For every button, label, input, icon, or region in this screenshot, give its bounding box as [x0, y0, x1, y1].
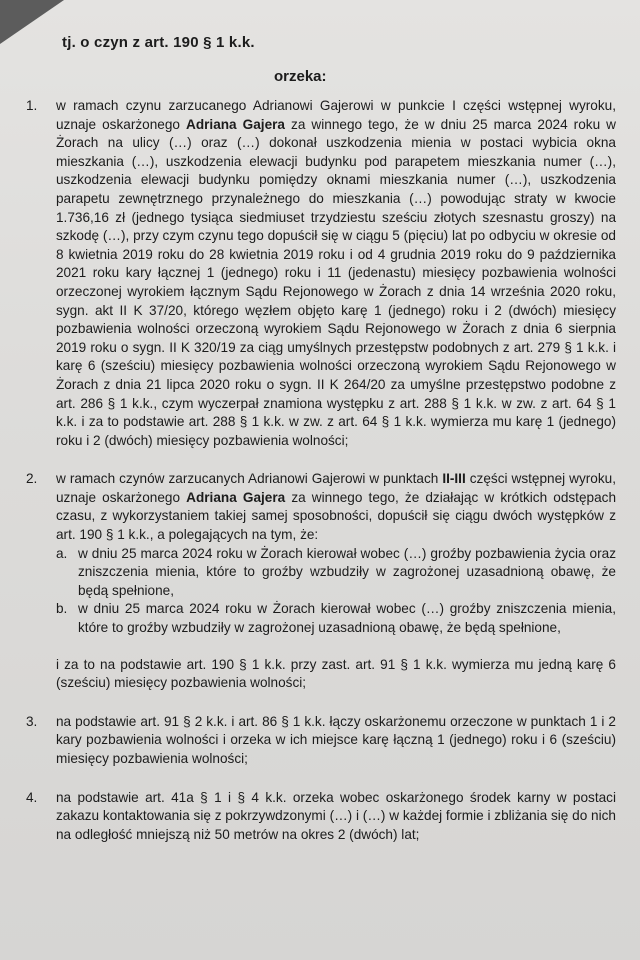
charge-heading: tj. o czyn z art. 190 § 1 k.k. — [62, 34, 255, 51]
sub-item-b: b. w dniu 25 marca 2024 roku w Żorach kierował wobec (…) groźby zniszczenia mienia, które to groźby wzbudziły w zagrożonej uzasadnioną obawę, że będą spełnione, — [56, 601, 616, 636]
item-text: w ramach czynów zarzucanych Adrianowi Gajerowi w punktach II-III części wstępnej wyroku, uznaje oskarżonego Adriana Gajera za winnego tego, że działając w krótkich odstępach czasu, z wykorzystaniem takiej samej sposobności, dopuścił się ciągu dwóch występków z art. 190 § 1 k.k., a polegających na tym, że: — [56, 471, 616, 543]
points-reference: II-III — [442, 471, 466, 487]
folded-corner — [0, 0, 64, 44]
ruling-heading: orzeka: — [274, 68, 327, 85]
item-tail-text: i za to na podstawie art. 190 § 1 k.k. przy zast. art. 91 § 1 k.k. wymierza mu jedną karę 6 (sześciu) miesięcy pozbawienia wolności; — [56, 656, 616, 691]
ruling-item-1 — [20, 97, 616, 450]
item-number: 1. — [26, 98, 38, 113]
ruling-item-4 — [20, 789, 616, 845]
item-number: 4. — [26, 789, 38, 805]
ruling-items — [20, 97, 616, 844]
item-number: 3. — [26, 713, 38, 729]
ruling-item-2 — [20, 470, 616, 693]
sub-item-a: a. w dniu 25 marca 2024 roku w Żorach kierował wobec (…) groźby pozbawienia życia oraz zniszczenia mienia, które to groźby wzbudziły w zagrożonej uzasadnioną obawę, że będą spełnione, — [56, 545, 616, 598]
item-text: na podstawie art. 91 § 2 k.k. i art. 86 § 1 k.k. łączy oskarżonemu orzeczone w punktach 1 i 2 kary pozbawienia wolności i orzeka w ich miejsce karę łączną 1 (jednego) roku i 6 (sześciu) miesięcy pozbawienia wolności; — [56, 713, 616, 766]
ruling-item-3 — [20, 713, 616, 769]
sub-list — [56, 545, 616, 638]
item-number: 2. — [26, 471, 38, 487]
item-text: na podstawie art. 41a § 1 i § 4 k.k. orzeka wobec oskarżonego środek karny w postaci zakazu kontaktowania się z pokrzywdzonymi (…) i (…) w każdej formie i zbliżania się do nich na odległość mniejszą niż 50 metrów na okres 2 (dwóch) lat; — [56, 789, 616, 842]
item-text: w ramach czynu zarzucanego Adrianowi Gajerowi w punkcie I części wstępnej wyroku, uznaje oskarżonego Adriana Gajera za winnego tego, że w dniu 25 marca 2024 roku w Żorach na ulicy (…) oraz (…) dokonał uszkodzenia mienia w postaci wybicia okna mieszkania (…), uszkodzenia elewacji budynku pod parapetem mieszkania numer (…), uszkodzenia elewacji budynku pomiędzy oknami mieszkania numer (…), uszkodzenia parapetu zewnętrznego przynależnego do mieszkania (…) powodując straty w kwocie 1.736,16 zł (jednego tysiąca siedmiuset trzydziestu sześciu złotych szesnastu groszy) na szkodę (…), przy czym czynu tego dopuścił się w ciągu 5 (pięciu) lat po odbyciu w okresie od 8 kwietnia 2019 roku do 28 kwietnia 2019 roku i od 4 grudnia 2019 roku do 9 października 2021 roku kary łącznej 1 (jednego) roku i 11 (jedenastu) miesięcy pozbawienia wolności orzeczonej wyrokiem łącznym Sądu Rejonowego w Żorach z dnia 14 września 2020 roku, sygn. akt II K 37/20, którego węzłem objęto karę 1 (jednego) roku i 2 (dwóch) miesięcy pozbawienia wolności orzeczoną wyrokiem Sądu Rejonowego w Żorach z dnia 6 sierpnia 2019 roku o sygn. II K 320/19 za ciąg umyślnych przestępstw podobnych z art. 279 § 1 k.k. i karę 6 (sześciu) miesięcy pozbawienia wolności orzeczoną wyrokiem Sądu Rejonowego w Żorach z dnia 21 lipca 2020 roku o sygn. II K 264/20 za umyślne przestępstwo podobne z art. 286 § 1 k.k., czym wyczerpał znamiona występku z art. 288 § 1 k.k. w zw. z art. 64 § 1 k.k. i za to podstawie art. 288 § 1 k.k. w zw. z art. 64 § 1 k.k. wymierza mu karę 1 (jednego) roku i 2 (dwóch) miesięcy pozbawienia wolności; — [56, 98, 616, 448]
defendant-name: Adriana Gajera — [186, 489, 286, 505]
defendant-name: Adriana Gajera — [186, 116, 285, 132]
